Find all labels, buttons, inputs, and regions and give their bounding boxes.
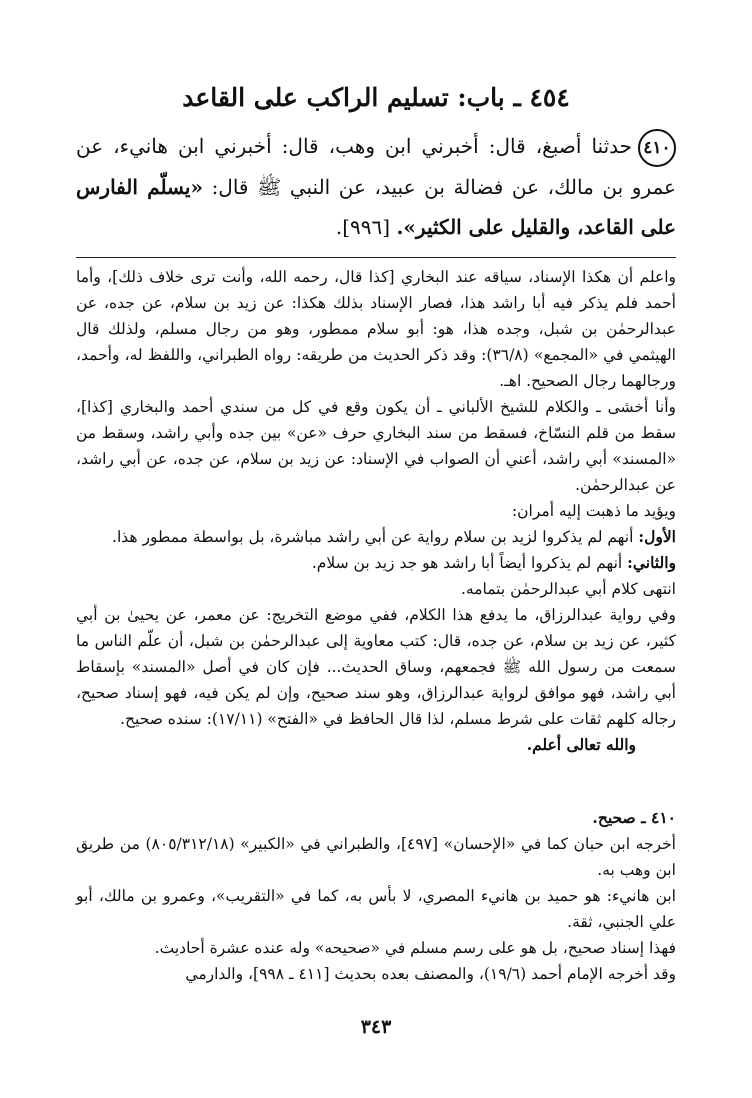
takhrij-paragraph: أخرجه ابن حبان كما في «الإحسان» [٤٩٧]، والطبراني في «الكبير» (٨٠٥/٣١٢/١٨) من طريق ابن وهب به. xyxy=(76,835,676,879)
second-text: أنهم لم يذكروا أيضاً أبا راشد هو جد زيد بن سلام. xyxy=(311,554,623,572)
note-conclusion: والله تعالى أعلم. xyxy=(526,735,636,754)
hadith-number: ٤١٠ xyxy=(638,129,676,167)
first-label: الأول: xyxy=(638,527,676,546)
footnote-separator xyxy=(76,257,676,258)
note-first-point xyxy=(76,524,676,550)
note-paragraph: وفي رواية عبدالرزاق، ما يدفع هذا الكلام، ففي موضع التخريج: عن معمر، عن يحيىٰ بن أبي كثير، عن زيد بن سلام، عن جده، قال: كتب معاوية إلى عبدالرحمٰن بن شبل، أن علّم الناس ما سمعت من رسول الله ﷺ فجمعهم، وساق الحديث... فإن كان في أصل «المسند» بإسقاط أبي راشد، فهو موافق لرواية عبدالرزاق، وهو سند صحيح، وإن لم يكن فيه، فهو إسناد صحيح، رجاله كلهم ثقات على شرط مسلم، لذا قال الحافظ في «الفتح» (١٧/١١): سنده صحيح. xyxy=(76,606,676,728)
chapter-title: ٤٥٤ ـ باب: تسليم الراكب على القاعد xyxy=(182,83,570,112)
takhrij-section xyxy=(76,805,676,987)
commentary-notes xyxy=(76,264,676,758)
note-paragraph: وأنا أخشى ـ والكلام للشيخ الألباني ـ أن يكون وقع في كل من سندي أحمد والبخاري [كذا]، سقط من قلم النسّاخ، فسقط من سند البخاري حرف «عن» بين جده وأبي راشد، وسقط من «المسند» أبي راشد، أعني أن الصواب في الإسناد: عن زيد بن سلام، عن جده، عن أبي راشد، عن عبدالرحمٰن. xyxy=(76,398,676,494)
note-paragraph: ويؤيد ما ذهبت إليه أمران: xyxy=(511,502,676,520)
hadith-block xyxy=(76,126,676,247)
hadith-matn: «يسلّم الفارس على القاعد، والقليل على الكثير». xyxy=(76,174,676,239)
note-second-point xyxy=(76,550,676,576)
takhrij-paragraph: ابن هانيء: هو حميد بن هانيء المصري، لا بأس به، كما في «التقريب»، وعمرو بن مالك، أبو علي الجنبي، ثقة. xyxy=(76,887,676,931)
takhrij-heading: ٤١٠ ـ صحيح. xyxy=(592,808,676,827)
hadith-reference: [٩٩٦]. xyxy=(335,214,391,239)
takhrij-paragraph: وقد أخرجه الإمام أحمد (١٩/٦)، والمصنف بعده بحديث [٤١١ ـ ٩٩٨]، والدارمي xyxy=(185,965,676,983)
note-paragraph: انتهى كلام أبي عبدالرحمٰن بتمامه. xyxy=(460,580,676,598)
first-text: أنهم لم يذكروا لزيد بن سلام رواية عن أبي راشد مباشرة، بل بواسطة ممطور هذا. xyxy=(112,528,634,546)
hadith-text: حدثنا أصبغ، قال: أخبرني ابن وهب، قال: أخبرني ابن هانيء، عن عمرو بن مالك، عن فضالة بن عبيد، عن النبي ﷺ قال: xyxy=(76,134,676,199)
note-paragraph: واعلم أن هكذا الإسناد، سياقه عند البخاري [كذا قال، رحمه الله، وأنت ترى خلاف ذلك]، وأما أحمد فلم يذكر فيه أبا راشد هذا، فصار الإسناد بذلك هكذا: عن زيد بن سلام، عن جده، عن عبدالرحمٰن بن شبل، وجده هذا، هو: أبو سلام ممطور، وهو من رجال مسلم، ولذلك قال الهيثمي في «المجمع» (٣٦/٨): وقد ذكر الحديث من طريقه: رواه الطبراني، واللفظ له، وأحمد، ورجالهما رجال الصحيح. اهـ. xyxy=(76,268,676,390)
second-label: والثاني: xyxy=(627,553,676,572)
page-number: ٣٤٣ xyxy=(360,1016,392,1038)
takhrij-paragraph: فهذا إسناد صحيح، بل هو على رسم مسلم في «صحيحه» وله عنده عشرة أحاديث. xyxy=(154,939,676,957)
